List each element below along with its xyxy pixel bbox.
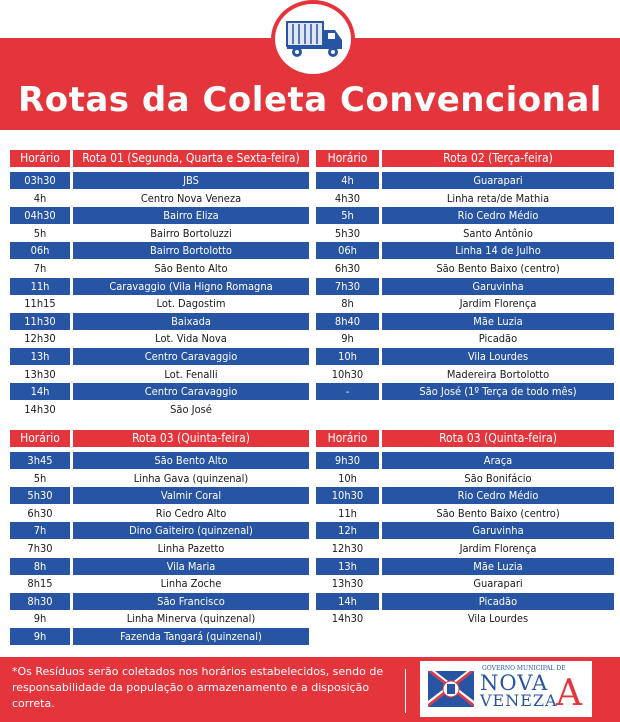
table-row (316, 522, 614, 539)
table-row (316, 330, 614, 347)
row-place: Jardim Florença (382, 540, 614, 557)
row-time: 8h (316, 295, 379, 312)
row-time: 5h (10, 470, 70, 487)
table-row (10, 172, 309, 189)
row-time: 14h (316, 593, 379, 610)
row-place: Jardim Florença (382, 295, 614, 312)
row-place: Vila Maria (73, 558, 309, 575)
row-place: Bairro Bortoluzzi (73, 225, 309, 242)
row-time: 10h (316, 348, 379, 365)
page-title: Rotas da Coleta Convencional (18, 80, 602, 120)
table-row (10, 505, 309, 522)
logo-a: A (556, 673, 582, 714)
logo-nova: NOVA (480, 671, 549, 695)
row-time: 12h (316, 522, 379, 539)
row-time: 11h (10, 278, 70, 295)
table-row (316, 487, 614, 504)
row-time: 5h30 (10, 487, 70, 504)
row-place: Linha Zoche (73, 575, 309, 592)
table-row (10, 487, 309, 504)
header-route: Rota 03 (Quinta-feira) (73, 430, 309, 447)
table-row (316, 225, 614, 242)
table-row (316, 593, 614, 610)
row-place: Bairro Eliza (73, 207, 309, 224)
row-place: São Bento Baixo (centro) (382, 260, 614, 277)
row-time: 06h (316, 242, 379, 259)
row-time: 12h30 (10, 330, 70, 347)
row-place: Fazenda Tangará (quinzenal) (73, 628, 309, 645)
table-row (316, 540, 614, 557)
row-time: 4h30 (316, 190, 379, 207)
header-time: Horário (316, 150, 379, 167)
logo-subtitle: GOVERNO MUNICIPAL DE (482, 665, 566, 672)
row-time: 8h30 (10, 593, 70, 610)
table-row (10, 295, 309, 312)
table-row (316, 575, 614, 592)
row-place: Linha Pazetto (73, 540, 309, 557)
row-place: São José (1º Terça de todo mês) (382, 383, 614, 400)
row-time: 13h (10, 348, 70, 365)
row-place: Linha 14 de Julho (382, 242, 614, 259)
row-time: 04h30 (10, 207, 70, 224)
table-row (10, 470, 309, 487)
table-row (316, 558, 614, 575)
row-place: Centro Caravaggio (73, 348, 309, 365)
row-time: 7h30 (316, 278, 379, 295)
row-place: Centro Caravaggio (73, 383, 309, 400)
row-place: São Bento Alto (73, 260, 309, 277)
table-row (10, 558, 309, 575)
row-place: Santo Antônio (382, 225, 614, 242)
row-time: 9h30 (316, 452, 379, 469)
table-row (316, 260, 614, 277)
row-time: 9h (10, 610, 70, 627)
table-row (316, 452, 614, 469)
row-time: 11h (316, 505, 379, 522)
row-place: Guarapari (382, 172, 614, 189)
municipal-logo (420, 661, 592, 717)
row-place: São Bonifácio (382, 470, 614, 487)
row-place: Centro Nova Veneza (73, 190, 309, 207)
row-time: 4h (316, 172, 379, 189)
table-row (10, 260, 309, 277)
row-time: 6h30 (316, 260, 379, 277)
row-place: Rio Cedro Médio (382, 207, 614, 224)
table-header (316, 150, 614, 167)
row-time: 10h (316, 470, 379, 487)
table-row (316, 313, 614, 330)
row-place: Vila Lourdes (382, 610, 614, 627)
row-time: 5h (316, 207, 379, 224)
row-time: 13h30 (316, 575, 379, 592)
table-row (316, 295, 614, 312)
table-row (10, 540, 309, 557)
table-row (10, 383, 309, 400)
table-row (10, 366, 309, 383)
row-time: 8h (10, 558, 70, 575)
row-place: Mãe Luzia (382, 558, 614, 575)
row-time: 8h40 (316, 313, 379, 330)
row-place: Madereira Bortolotto (382, 366, 614, 383)
row-time: 9h (316, 330, 379, 347)
table-header (316, 430, 614, 447)
row-time: - (316, 383, 379, 400)
row-time: 5h (10, 225, 70, 242)
table-row (10, 610, 309, 627)
row-place: Linha reta/de Mathia (382, 190, 614, 207)
row-place: Vila Lourdes (382, 348, 614, 365)
row-place: Picadão (382, 593, 614, 610)
row-place: São Francisco (73, 593, 309, 610)
row-place: Araça (382, 452, 614, 469)
table-row (10, 313, 309, 330)
row-time: 14h (10, 383, 70, 400)
table-row (10, 225, 309, 242)
header-route: Rota 03 (Quinta-feira) (382, 430, 614, 447)
row-time: 5h30 (316, 225, 379, 242)
row-place: Garuvinha (382, 522, 614, 539)
table-row (10, 522, 309, 539)
row-place: Garuvinha (382, 278, 614, 295)
row-place: Rio Cedro Médio (382, 487, 614, 504)
row-place: Valmir Coral (73, 487, 309, 504)
row-time: 14h30 (10, 401, 70, 418)
row-time: 03h30 (10, 172, 70, 189)
row-place: Bairro Bortolotto (73, 242, 309, 259)
table-row (316, 278, 614, 295)
table-row (10, 190, 309, 207)
row-place: Linha Gava (quinzenal) (73, 470, 309, 487)
header-time: Horário (10, 150, 70, 167)
header-route: Rota 02 (Terça-feira) (382, 150, 614, 167)
row-time: 12h30 (316, 540, 379, 557)
table-row (10, 330, 309, 347)
row-time: 11h30 (10, 313, 70, 330)
row-time: 10h30 (316, 366, 379, 383)
table-row (316, 366, 614, 383)
row-time: 7h30 (10, 540, 70, 557)
table-row (316, 190, 614, 207)
row-place: Baixada (73, 313, 309, 330)
row-time: 7h (10, 260, 70, 277)
row-place: São Bento Alto (73, 452, 309, 469)
row-place: Dino Gaiteiro (quinzenal) (73, 522, 309, 539)
row-place: Lot. Fenalli (73, 366, 309, 383)
row-place: Lot. Dagostim (73, 295, 309, 312)
table-row (316, 207, 614, 224)
row-place: Guarapari (382, 575, 614, 592)
row-time: 3h45 (10, 452, 70, 469)
row-place: Lot. Vida Nova (73, 330, 309, 347)
row-time: 7h (10, 522, 70, 539)
table-row (10, 593, 309, 610)
footer-note: *Os Resíduos serão coletados nos horários estabelecidos, sendo de responsabilidade da população o armazenamento e a disposição correta. (12, 665, 384, 710)
row-place: São Bento Baixo (centro) (382, 505, 614, 522)
table-row (316, 348, 614, 365)
row-time: 4h (10, 190, 70, 207)
row-time: 13h (316, 558, 379, 575)
table-row (10, 452, 309, 469)
row-place: Linha Minerva (quinzenal) (73, 610, 309, 627)
row-place: Mãe Luzia (382, 313, 614, 330)
header-route: Rota 01 (Segunda, Quarta e Sexta-feira) (73, 150, 309, 167)
table-row (10, 242, 309, 259)
table-row (10, 348, 309, 365)
table-header (10, 150, 309, 167)
truck-badge (271, 0, 355, 78)
table-row (10, 575, 309, 592)
header-time: Horário (316, 430, 379, 447)
row-time: 13h30 (10, 366, 70, 383)
table-row (10, 207, 309, 224)
row-time: 14h30 (316, 610, 379, 627)
row-place: Caravaggio (Vila Higno Romagna (73, 278, 309, 295)
row-time: 11h15 (10, 295, 70, 312)
row-time: 06h (10, 242, 70, 259)
header-time: Horário (10, 430, 70, 447)
row-time: 9h (10, 628, 70, 645)
table-row (316, 242, 614, 259)
table-row (10, 628, 309, 645)
footer-divider (405, 669, 406, 713)
row-place: Rio Cedro Alto (73, 505, 309, 522)
row-place: Picadão (382, 330, 614, 347)
garbage-truck-icon (285, 18, 345, 60)
row-time: 10h30 (316, 487, 379, 504)
row-place: São José (73, 401, 309, 418)
table-row (10, 401, 309, 418)
row-time: 8h15 (10, 575, 70, 592)
row-time: 6h30 (10, 505, 70, 522)
flag-icon (428, 671, 474, 707)
table-row (316, 172, 614, 189)
table-row (316, 470, 614, 487)
table-row (10, 278, 309, 295)
table-row (316, 505, 614, 522)
logo-veneza: VENEZA (480, 691, 558, 710)
table-header (10, 430, 309, 447)
table-row (316, 610, 614, 627)
row-place: JBS (73, 172, 309, 189)
footer (0, 657, 620, 722)
table-row (316, 383, 614, 400)
